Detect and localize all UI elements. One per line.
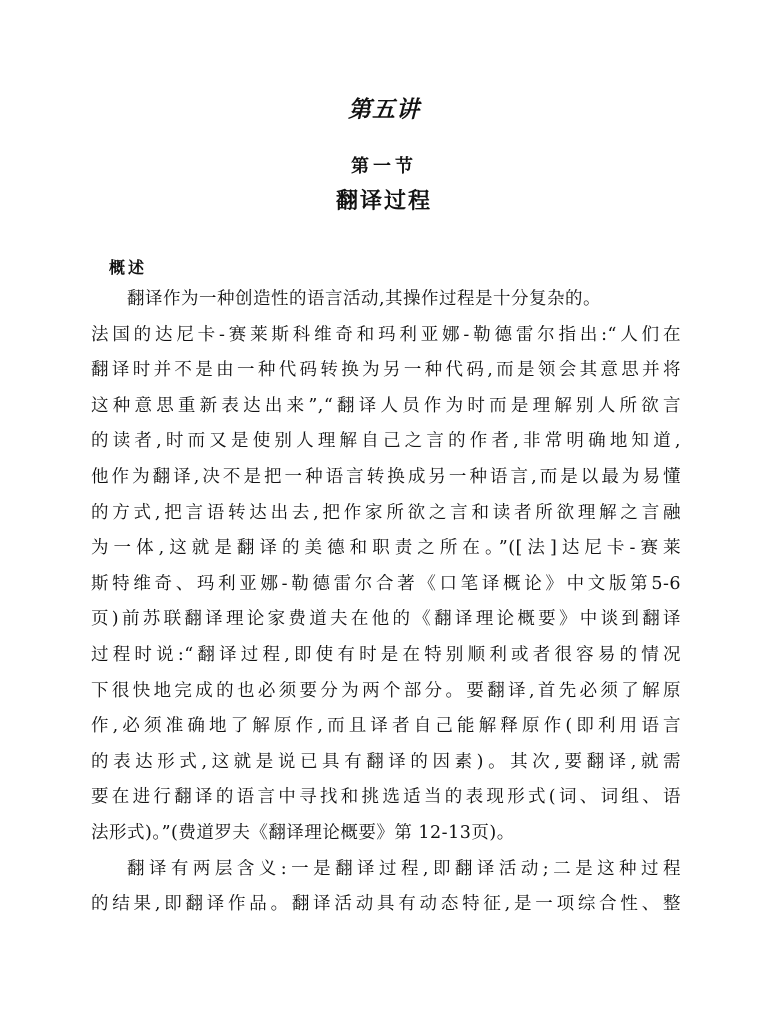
paragraph-line: 他作为翻译,决不是把一种语言转换成另一种语言,而是以最为易懂 [91, 466, 681, 487]
paragraph-line: 为一体,这就是翻译的美德和职责之所在。”([法]达尼卡-赛莱 [91, 538, 681, 559]
paragraph-line: 作,必须准确地了解原作,而且译者自己能解释原作(即利用语言 [91, 716, 681, 737]
paragraph-line: 法形式)。”(费道罗夫《翻译理论概要》第 12-13页)。 [91, 822, 515, 843]
paragraph-line: 的读者,时而又是使别人理解自己之言的作者,非常明确地知道, [91, 431, 681, 452]
paragraph-line: 的方式,把言语转达出去,把作家所欲之言和读者所欲理解之言融 [91, 502, 681, 523]
paragraph-line: 的结果,即翻译作品。翻译活动具有动态特征,是一项综合性、整 [91, 894, 681, 915]
paragraph-line: 法国的达尼卡-赛莱斯科维奇和玛利亚娜-勒德雷尔指出:“人们在 [91, 324, 681, 345]
paragraph-line: 翻译有两层含义:一是翻译过程,即翻译活动;二是这种过程 [127, 858, 681, 879]
paragraph-line: 翻译作为一种创造性的语言活动,其操作过程是十分复杂的。 [127, 289, 602, 309]
paragraph-line: 这种意思重新表达出来”,“翻译人员作为时而是理解别人所欲言 [91, 395, 681, 416]
paragraph-line: 页)前苏联翻译理论家费道夫在他的《翻译理论概要》中谈到翻译 [91, 609, 681, 630]
body-text [91, 282, 681, 923]
paragraph-line: 的表达形式,这就是说已具有翻译的因素)。其次,要翻译,就需 [91, 751, 681, 772]
section-number: 第一节 [351, 156, 417, 177]
paragraph-line: 要在进行翻译的语言中寻找和挑选适当的表现形式(词、词组、语 [91, 787, 681, 808]
lecture-title: 第五讲 [348, 97, 420, 123]
subheading-overview: 概述 [109, 258, 148, 277]
section-title: 翻译过程 [335, 189, 432, 214]
paragraph-line: 斯特维奇、玛利亚娜-勒德雷尔合著《口笔译概论》中文版第5-6 [91, 573, 681, 594]
paragraph-line: 过程时说:“翻译过程,即使有时是在特别顺利或者很容易的情况 [91, 644, 681, 665]
paragraph-line: 下很快地完成的也必须要分为两个部分。要翻译,首先必须了解原 [91, 680, 681, 701]
paragraph-line: 翻译时并不是由一种代码转换为另一种代码,而是领会其意思并将 [91, 360, 681, 381]
